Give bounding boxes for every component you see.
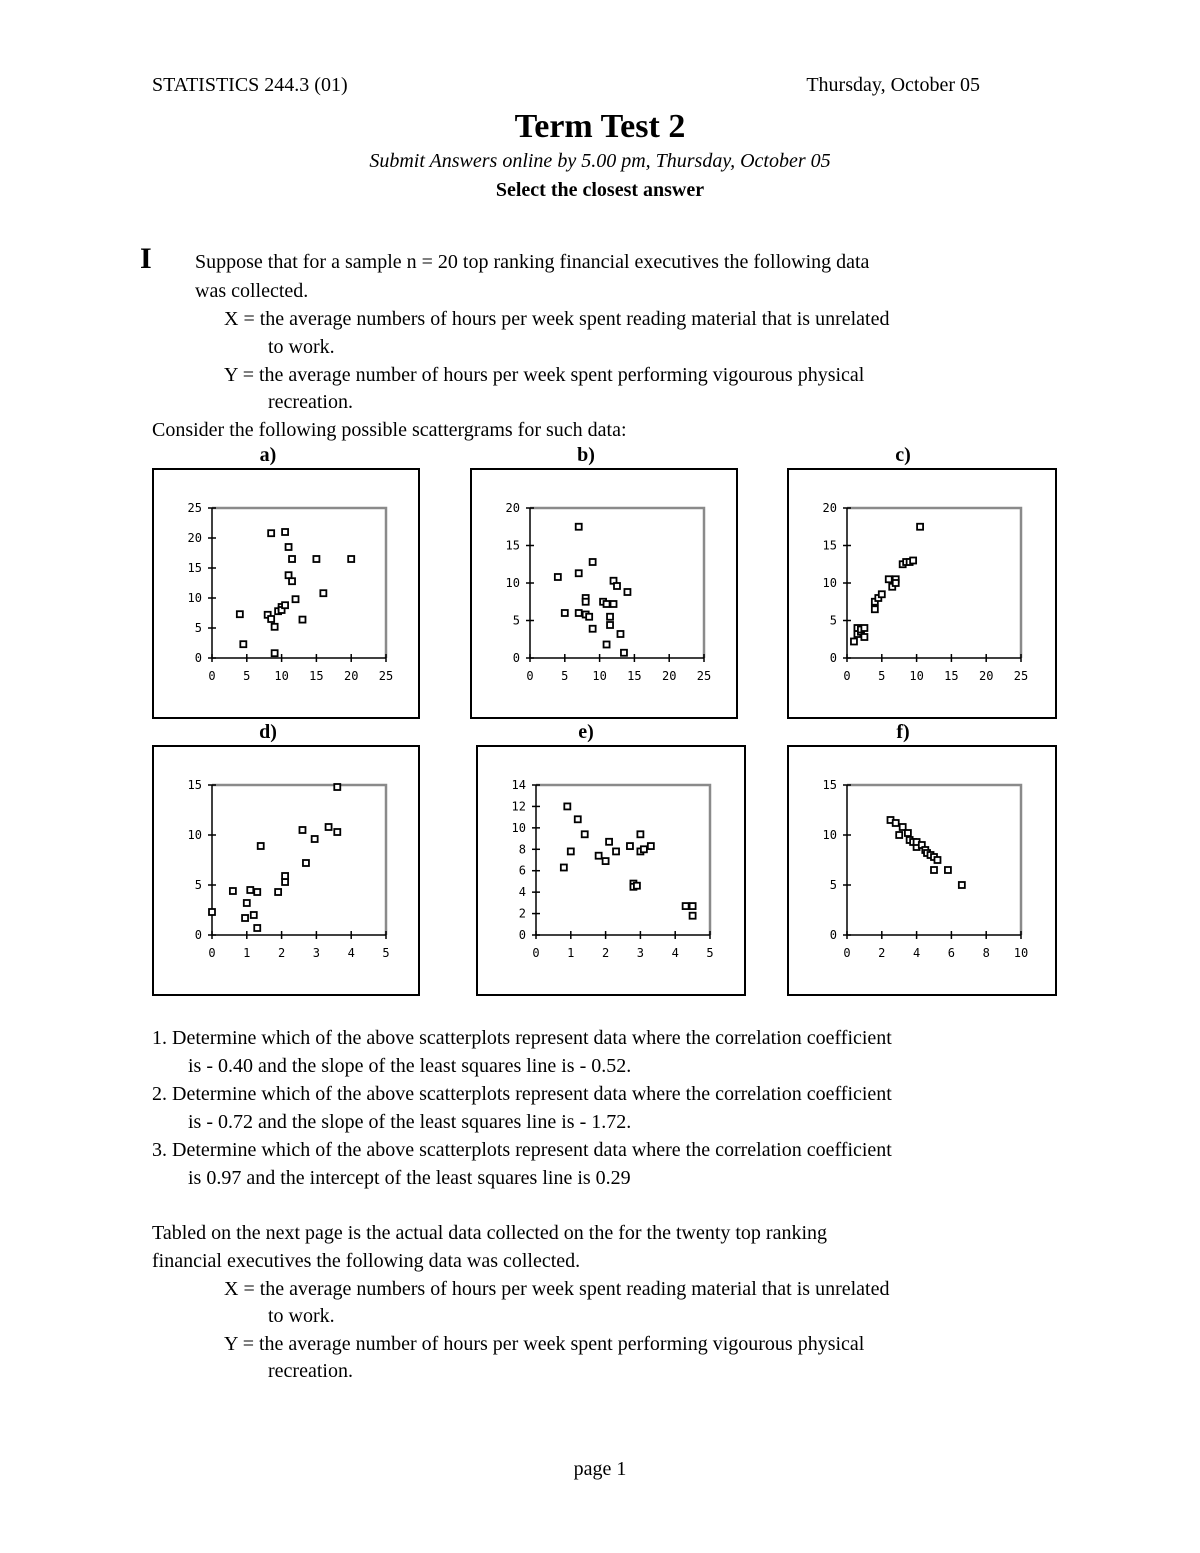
x-tick-label: 15 xyxy=(309,669,324,683)
y-tick-label: 0 xyxy=(829,928,837,942)
plot-label-f: f) xyxy=(896,721,910,743)
data-point xyxy=(240,641,246,647)
data-point xyxy=(561,865,567,871)
data-point xyxy=(268,530,274,536)
plot-frame xyxy=(536,785,710,935)
y-tick-label: 6 xyxy=(518,863,526,878)
x-tick-label: 15 xyxy=(627,669,642,683)
y-tick-label: 8 xyxy=(518,842,526,857)
data-point xyxy=(568,848,574,854)
data-point xyxy=(289,578,295,584)
data-point xyxy=(562,610,568,616)
x-definition-line-1: X = the average numbers of hours per week spent reading material that is unrelated xyxy=(224,308,890,330)
data-point xyxy=(910,558,916,564)
data-point xyxy=(872,606,878,612)
data-point xyxy=(258,843,264,849)
data-point xyxy=(582,831,588,837)
x-tick-label: 2 xyxy=(277,946,286,960)
intro-line-2: was collected. xyxy=(195,280,309,302)
scatterplot-d xyxy=(152,745,420,996)
x-tick-label: 20 xyxy=(661,669,677,683)
x-tick-label: 20 xyxy=(978,669,994,683)
course-code: STATISTICS 244.3 (01) xyxy=(152,74,348,96)
x-tick-label: 25 xyxy=(1013,669,1029,683)
section-numeral: I xyxy=(140,242,152,275)
data-point xyxy=(275,889,281,895)
data-point xyxy=(886,576,892,582)
data-point xyxy=(607,614,613,620)
data-point xyxy=(614,583,620,589)
closing-x-definition-line-1: X = the average numbers of hours per week spent reading material that is unrelated xyxy=(224,1278,890,1300)
data-point xyxy=(242,915,248,921)
question-2-line-2: is - 0.72 and the slope of the least squares line is - 1.72. xyxy=(188,1111,632,1133)
plot-frame xyxy=(212,508,386,658)
data-point xyxy=(282,879,288,885)
x-tick-label: 10 xyxy=(909,669,924,683)
data-point xyxy=(637,831,643,837)
data-point xyxy=(313,556,319,562)
data-point xyxy=(627,843,633,849)
y-tick-label: 0 xyxy=(194,651,202,665)
data-point xyxy=(604,642,610,648)
data-point xyxy=(690,903,696,909)
x-tick-label: 4 xyxy=(347,946,355,960)
data-point xyxy=(272,624,278,630)
consider-line: Consider the following possible scattergrams for such data: xyxy=(152,419,627,441)
scatterplot-b xyxy=(470,468,738,719)
data-point xyxy=(934,857,940,863)
data-point xyxy=(282,602,288,608)
y-tick-label: 15 xyxy=(822,778,837,792)
data-point xyxy=(334,784,340,790)
y-tick-label: 14 xyxy=(511,778,526,792)
page-title: Term Test 2 xyxy=(514,108,686,145)
x-tick-label: 3 xyxy=(636,946,645,960)
y-definition-line-2: recreation. xyxy=(268,391,353,413)
data-point xyxy=(268,616,274,622)
y-tick-label: 20 xyxy=(822,501,837,515)
x-tick-label: 0 xyxy=(526,669,534,683)
x-tick-label: 5 xyxy=(382,946,390,960)
y-tick-label: 12 xyxy=(511,799,526,814)
x-tick-label: 8 xyxy=(982,946,990,960)
data-point xyxy=(348,556,354,562)
y-tick-label: 5 xyxy=(194,878,202,892)
x-tick-label: 6 xyxy=(947,946,956,960)
data-point xyxy=(900,824,906,830)
data-point xyxy=(254,889,260,895)
data-point xyxy=(299,617,305,623)
data-point xyxy=(334,829,340,835)
data-point xyxy=(576,524,582,530)
submission-note: Submit Answers online by 5.00 pm, Thursday, October 05 xyxy=(369,150,831,172)
data-point xyxy=(861,625,867,631)
closing-y-definition-line-2: recreation. xyxy=(268,1360,353,1382)
x-tick-label: 10 xyxy=(592,669,607,683)
x-tick-label: 10 xyxy=(274,669,289,683)
y-tick-label: 10 xyxy=(511,820,526,835)
data-point xyxy=(617,631,623,637)
data-point xyxy=(293,596,299,602)
y-tick-label: 2 xyxy=(518,906,526,921)
data-point xyxy=(230,888,236,894)
data-point xyxy=(282,529,288,535)
plot-label-d: d) xyxy=(259,721,277,743)
x-tick-label: 2 xyxy=(601,946,610,960)
data-point xyxy=(896,832,902,838)
data-point xyxy=(286,572,292,578)
plot-label-e: e) xyxy=(578,721,594,743)
x-tick-label: 25 xyxy=(378,669,394,683)
y-tick-label: 0 xyxy=(829,651,837,665)
y-tick-label: 15 xyxy=(505,538,520,553)
y-tick-label: 10 xyxy=(822,828,837,842)
data-point xyxy=(586,614,592,620)
data-point xyxy=(945,867,951,873)
data-point xyxy=(326,824,332,830)
data-point xyxy=(247,887,253,893)
data-point xyxy=(237,611,243,617)
data-point xyxy=(959,882,965,888)
data-point xyxy=(575,816,581,822)
data-point xyxy=(590,626,596,632)
data-point xyxy=(611,601,617,607)
data-point xyxy=(289,556,295,562)
instruction: Select the closest answer xyxy=(495,179,705,201)
y-tick-label: 5 xyxy=(829,613,837,628)
data-point xyxy=(583,599,589,605)
plot-label-b: b) xyxy=(577,444,595,466)
x-tick-label: 20 xyxy=(343,669,359,683)
test-date: Thursday, October 05 xyxy=(806,74,980,96)
data-point xyxy=(648,843,654,849)
y-tick-label: 0 xyxy=(512,651,520,665)
scatterplot-c xyxy=(787,468,1057,719)
y-tick-label: 10 xyxy=(187,828,202,842)
data-point xyxy=(893,580,899,586)
x-tick-label: 0 xyxy=(532,946,540,960)
x-tick-label: 0 xyxy=(843,946,851,960)
y-tick-label: 25 xyxy=(187,501,202,515)
data-point xyxy=(603,858,609,864)
data-point xyxy=(607,622,613,628)
x-tick-label: 4 xyxy=(912,946,921,960)
y-tick-label: 10 xyxy=(505,576,520,590)
question-2-line-1: 2. Determine which of the above scatterplots represent data where the correlation coefficient xyxy=(152,1083,892,1105)
data-point xyxy=(299,827,305,833)
data-point xyxy=(312,836,318,842)
x-tick-label: 1 xyxy=(243,946,251,960)
y-tick-label: 0 xyxy=(194,928,202,942)
scatterplot-a xyxy=(152,468,420,719)
data-point xyxy=(634,883,640,889)
plot-label-c: c) xyxy=(895,444,911,466)
closing-line-2: financial executives the following data was collected. xyxy=(152,1250,581,1272)
x-tick-label: 25 xyxy=(696,669,712,683)
question-3-line-2: is 0.97 and the intercept of the least squares line is 0.29 xyxy=(188,1167,631,1189)
x-tick-label: 5 xyxy=(878,669,886,683)
page-number: page 1 xyxy=(573,1458,627,1480)
data-point xyxy=(286,544,292,550)
y-tick-label: 5 xyxy=(512,613,520,628)
x-tick-label: 0 xyxy=(843,669,851,683)
y-tick-label: 0 xyxy=(518,928,526,942)
y-tick-label: 20 xyxy=(187,531,202,545)
x-tick-label: 2 xyxy=(878,946,886,960)
x-tick-label: 5 xyxy=(706,946,714,960)
y-tick-label: 4 xyxy=(518,885,526,900)
data-point xyxy=(851,639,857,645)
x-tick-label: 0 xyxy=(208,946,216,960)
y-definition-line-1: Y = the average number of hours per week spent performing vigourous physical xyxy=(224,364,865,386)
y-tick-label: 15 xyxy=(187,778,202,792)
data-point xyxy=(606,839,612,845)
data-point xyxy=(555,574,561,580)
data-point xyxy=(596,853,602,859)
data-point xyxy=(272,650,278,656)
data-point xyxy=(621,650,627,656)
data-point xyxy=(683,903,689,909)
data-point xyxy=(590,559,596,565)
data-point xyxy=(641,846,647,852)
data-point xyxy=(613,848,619,854)
plot-frame xyxy=(212,785,386,935)
scatterplot-f xyxy=(787,745,1057,996)
y-tick-label: 15 xyxy=(822,538,837,553)
data-point xyxy=(254,925,260,931)
x-tick-label: 15 xyxy=(944,669,959,683)
question-1-line-2: is - 0.40 and the slope of the least squares line is - 0.52. xyxy=(188,1055,632,1077)
x-definition-line-2: to work. xyxy=(268,336,335,358)
y-tick-label: 15 xyxy=(187,561,202,575)
data-point xyxy=(861,634,867,640)
closing-y-definition-line-1: Y = the average number of hours per week spent performing vigourous physical xyxy=(224,1333,865,1355)
question-1-line-1: 1. Determine which of the above scatterplots represent data where the correlation coefficient xyxy=(152,1027,892,1049)
data-point xyxy=(690,913,696,919)
data-point xyxy=(624,589,630,595)
y-tick-label: 10 xyxy=(187,591,202,605)
data-point xyxy=(905,830,911,836)
data-point xyxy=(320,590,326,596)
data-point xyxy=(917,524,923,530)
data-point xyxy=(244,900,250,906)
data-point xyxy=(209,909,215,915)
data-point xyxy=(564,803,570,809)
x-tick-label: 3 xyxy=(312,946,321,960)
x-tick-label: 1 xyxy=(567,946,575,960)
y-tick-label: 10 xyxy=(822,576,837,590)
data-point xyxy=(576,610,582,616)
x-tick-label: 5 xyxy=(243,669,251,683)
y-tick-label: 5 xyxy=(829,878,837,892)
plot-frame xyxy=(847,508,1021,658)
closing-x-definition-line-2: to work. xyxy=(268,1305,335,1327)
data-point xyxy=(879,591,885,597)
data-point xyxy=(576,570,582,576)
closing-line-1: Tabled on the next page is the actual data collected on the for the twenty top ranking xyxy=(152,1222,828,1244)
question-3-line-1: 3. Determine which of the above scatterplots represent data where the correlation coefficient xyxy=(152,1139,892,1161)
x-tick-label: 4 xyxy=(671,946,679,960)
y-tick-label: 5 xyxy=(194,621,202,635)
data-point xyxy=(282,873,288,879)
x-tick-label: 10 xyxy=(1013,946,1029,960)
data-point xyxy=(604,601,610,607)
data-point xyxy=(303,860,309,866)
y-tick-label: 20 xyxy=(505,501,520,515)
intro-line-1: Suppose that for a sample n = 20 top ranking financial executives the following data xyxy=(195,251,870,273)
plot-label-a: a) xyxy=(259,444,277,466)
data-point xyxy=(893,820,899,826)
data-point xyxy=(251,912,257,918)
x-tick-label: 0 xyxy=(208,669,216,683)
data-point xyxy=(931,867,937,873)
x-tick-label: 5 xyxy=(561,669,569,683)
scatterplot-e xyxy=(476,745,746,996)
